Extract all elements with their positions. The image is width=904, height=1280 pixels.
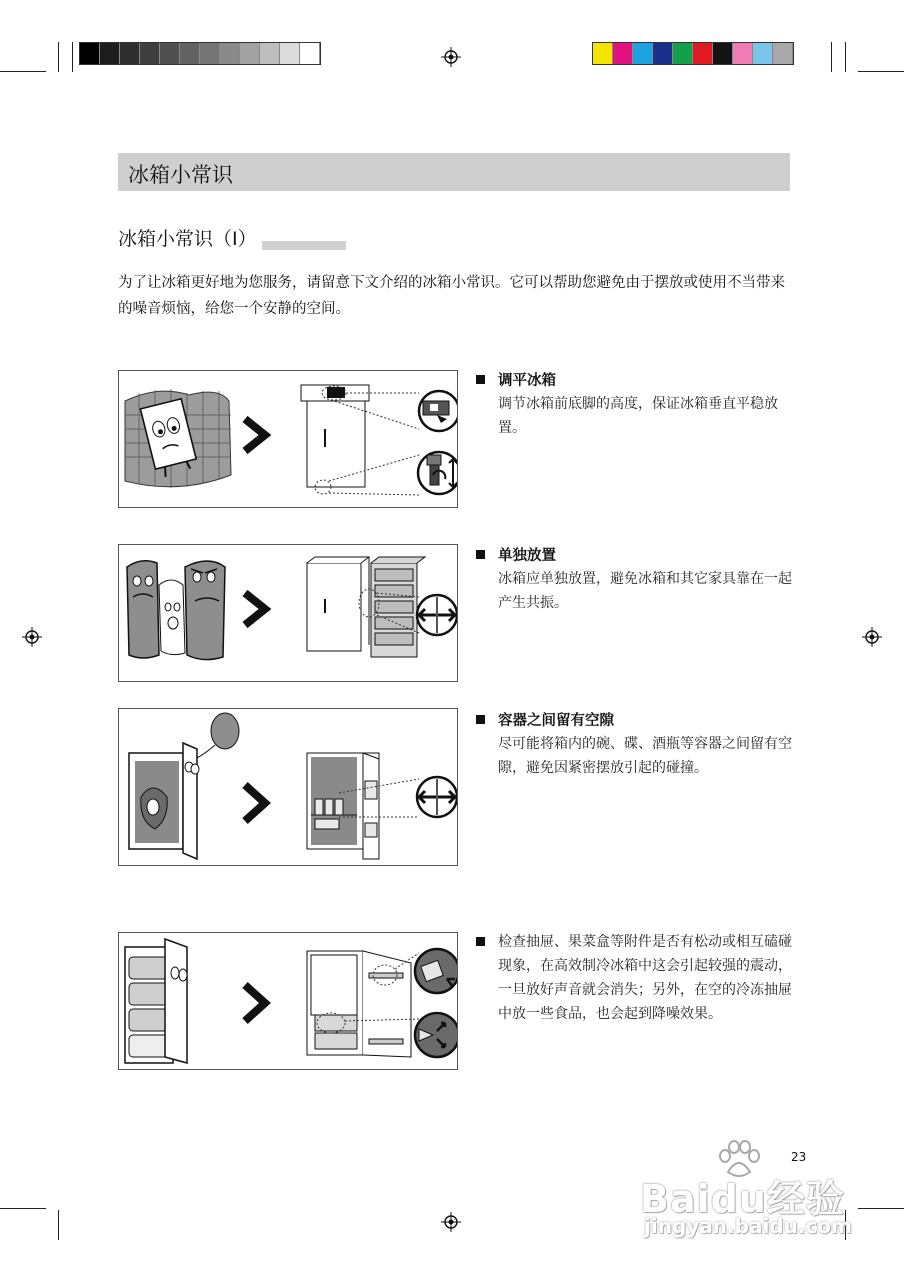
color-swatch xyxy=(613,43,633,64)
color-swatch xyxy=(180,43,200,64)
color-swatch xyxy=(693,43,713,64)
color-swatch xyxy=(220,43,240,64)
color-swatch xyxy=(733,43,753,64)
color-swatch xyxy=(260,43,280,64)
registration-mark-left xyxy=(22,627,42,647)
tip-title: 单独放置 xyxy=(498,548,556,564)
bullet-square-icon xyxy=(476,715,485,724)
registration-mark-right xyxy=(862,627,882,647)
intro-paragraph: 为了让冰箱更好地为您服务，请留意下文介绍的冰箱小常识。它可以帮助您避免由于摆放或使用不当带来的噪音烦恼，给您一个安静的空间。 xyxy=(118,275,785,317)
bullet-square-icon xyxy=(476,375,485,384)
bullet-square-icon xyxy=(476,937,485,946)
illustration-single-placement xyxy=(118,544,458,682)
color-swatch xyxy=(200,43,220,64)
color-swatch xyxy=(773,43,793,64)
color-swatch xyxy=(280,43,300,64)
page-number: 23 xyxy=(791,1150,807,1164)
chapter-title: 冰箱小常识 xyxy=(128,163,233,187)
registration-mark-top xyxy=(441,47,461,67)
color-swatch xyxy=(240,43,260,64)
color-swatch xyxy=(713,43,733,64)
color-swatch xyxy=(633,43,653,64)
tip-body: 检查抽屉、果菜盒等附件是否有松动或相互磕碰现象，在高效制冷冰箱中这会引起较强的震动，一旦放好声音就会消失；另外，在空的冷冻抽屉中放一些食品，也会起到降噪效果。 xyxy=(498,934,792,1022)
color-swatch xyxy=(120,43,140,64)
bullet-square-icon xyxy=(476,550,485,559)
color-swatch xyxy=(593,43,613,64)
color-swatch xyxy=(160,43,180,64)
registration-mark-bottom xyxy=(441,1212,461,1232)
color-swatch xyxy=(80,43,100,64)
chapter-banner xyxy=(118,153,790,191)
tip-title: 调平冰箱 xyxy=(498,373,556,389)
watermark-url: jingyan.baidu.com xyxy=(644,1214,852,1238)
color-swatch xyxy=(300,43,320,64)
tip-body: 调节冰箱前底脚的高度，保证冰箱垂直平稳放置。 xyxy=(498,396,778,436)
color-swatch xyxy=(140,43,160,64)
illustration-leveling xyxy=(118,370,458,508)
illustration-drawers xyxy=(118,932,458,1070)
tip-title: 容器之间留有空隙 xyxy=(498,713,614,729)
color-swatch xyxy=(653,43,673,64)
color-swatch-bar xyxy=(592,42,794,65)
illustration-container-spacing xyxy=(118,708,458,866)
gray-swatch-bar xyxy=(79,42,321,65)
section-title: 冰箱小常识（I） xyxy=(118,228,257,250)
color-swatch xyxy=(100,43,120,64)
section-title-underline xyxy=(262,241,346,250)
color-swatch xyxy=(673,43,693,64)
tip-body: 冰箱应单独放置，避免冰箱和其它家具靠在一起产生共振。 xyxy=(498,571,792,611)
color-swatch xyxy=(753,43,773,64)
watermark-brand: Baidu经验 xyxy=(640,1177,845,1221)
tip-body: 尽可能将箱内的碗、碟、酒瓶等容器之间留有空隙，避免因紧密摆放引起的碰撞。 xyxy=(498,736,792,776)
